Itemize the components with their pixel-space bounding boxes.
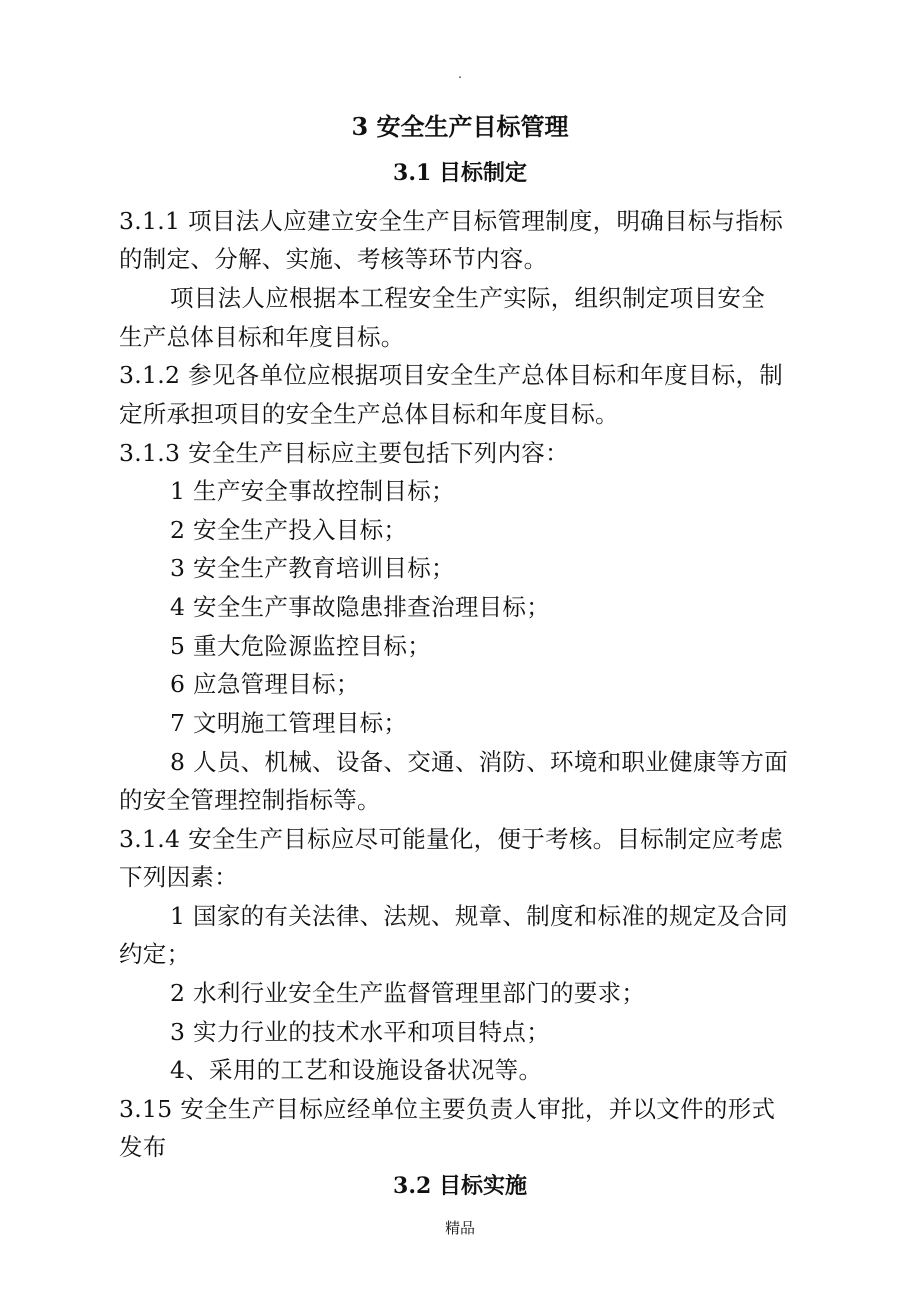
body-line: 发布 [119, 1133, 167, 1161]
body-line: 3.1.3 安全生产目标应主要包括下列内容： [119, 439, 569, 467]
body-line: 定所承担项目的安全生产总体目标和年度目标。 [119, 400, 619, 428]
list-item: 3 实力行业的技术水平和项目特点； [170, 1018, 551, 1046]
chapter-heading: 3 安全生产目标管理 [351, 112, 569, 141]
body-line: 的制定、分解、实施、考核等环节内容。 [119, 245, 548, 273]
list-item: 5 重大危险源监控目标； [170, 632, 432, 660]
section-heading-3-1: 3.1 目标制定 [393, 160, 527, 186]
body-line: 的安全管理控制指标等。 [119, 786, 381, 814]
list-item: 2 安全生产投入目标； [170, 516, 408, 544]
list-item: 8 人员、机械、设备、交通、消防、环境和职业健康等方面 [170, 748, 789, 776]
list-item: 3 安全生产教育培训目标； [170, 554, 455, 582]
body-line: 项目法人应根据本工程安全生产实际，组织制定项目安全 [170, 284, 765, 312]
body-line: 生产总体目标和年度目标。 [119, 323, 405, 351]
body-line: 3.1.2 参见各单位应根据项目安全生产总体目标和年度目标，制 [119, 361, 784, 389]
body-line: 3.15 安全生产目标应经单位主要负责人审批，并以文件的形式 [119, 1095, 776, 1123]
section-heading-3-2: 3.2 目标实施 [393, 1173, 527, 1199]
body-line: 3.1.4 安全生产目标应尽可能量化，便于考核。目标制定应考虑 [119, 825, 784, 853]
list-item: 7 文明施工管理目标； [170, 709, 408, 737]
page-footer: 精品 [444, 1219, 475, 1237]
list-item: 2 水利行业安全生产监督管理里部门的要求； [170, 979, 646, 1007]
list-item: 4 安全生产事故隐患排查治理目标； [170, 593, 551, 621]
header-dot: . [458, 67, 462, 81]
body-line: 下列因素： [119, 863, 238, 891]
body-line: 3.1.1 项目法人应建立安全生产目标管理制度，明确目标与指标 [119, 207, 784, 235]
body-line: 约定； [119, 940, 191, 968]
list-item: 1 生产安全事故控制目标； [170, 477, 455, 505]
list-item: 6 应急管理目标； [170, 670, 360, 698]
list-item: 4、采用的工艺和设施设备状况等。 [170, 1056, 543, 1084]
list-item: 1 国家的有关法律、法规、规章、制度和标准的规定及合同 [170, 902, 789, 930]
